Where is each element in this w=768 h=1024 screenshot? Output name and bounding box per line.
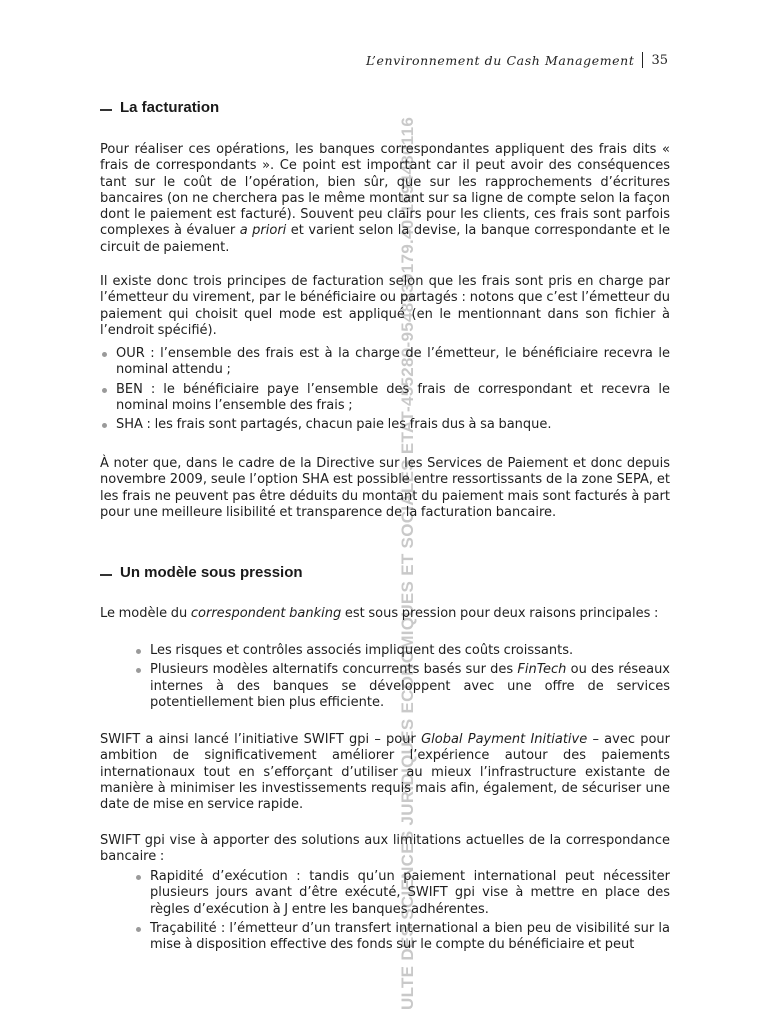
list-item-text: BEN : le bénéficiaire paye l’ensemble des frais de correspondant et recevra le nominal moins l’ensemble des frais ; — [116, 381, 670, 413]
list-item-text: SHA : les frais sont partagés, chacun paie les frais dus à sa banque. — [116, 417, 552, 433]
section-heading-facturation — [100, 99, 219, 116]
italic-run: FinTech — [517, 662, 567, 678]
section-heading-text: La facturation — [120, 99, 220, 116]
text-run: Pour réaliser ces opérations, les banques correspondantes appliquent des frais dits « frais de correspondants ». Ce point est important car il peut avoir des conséquences tant sur le coût de l’opération, bien sûr, que sur les rapprochements d’écritures bancaires (on ne cherchera pas le même montant sur sa ligne de compte selon la façon dont le paiement est facturé). Souvent peu clairs pour les clients, ces frais sont parfois complexes à évaluer — [100, 142, 670, 239]
text-run: – avec pour ambition de significativement améliorer l’expérience autour des paiements internationaux tout en s’efforçant d’utiliser au mieux l’infrastructure existante de manière à minimiser les investissements requis mais afin, également, de sécuriser une date de mise en service rapide. — [100, 732, 670, 813]
list-item-text: Rapidité d’exécution : tandis qu’un paiement international peut nécessiter plusieurs jours avant d’être exécuté, SWIFT gpi vise à mettre en place des règles d’exécution à J entre les banques adhérentes. — [150, 869, 670, 917]
billing-options-list — [100, 346, 670, 436]
list-item — [100, 417, 670, 433]
pressure-reasons-list — [134, 643, 670, 714]
list-item-text: ou des réseaux internes à des banques se développent avec une offre de services potentiellement bien plus efficiente. — [150, 662, 670, 710]
list-item — [134, 643, 670, 659]
text-run: et varient selon la devise, la banque correspondante et le circuit de paiement. — [100, 223, 670, 255]
text-run: Le modèle du — [100, 606, 191, 621]
heading-dash — [100, 109, 112, 111]
bullet-icon — [136, 927, 141, 932]
bullet-icon — [102, 388, 107, 393]
paragraph — [100, 606, 670, 622]
running-title: L’environnement du Cash Management — [366, 52, 635, 68]
list-item — [134, 662, 670, 711]
list-item-text: OUR : l’ensemble des frais est à la charge de l’émetteur, le bénéficiaire recevra le nominal attendu ; — [116, 346, 670, 378]
vertical-watermark: ULTE DES SCIENCES JURIDIQUES ECONOMIQUES ET SOCIALES ETAT-455289-9548839179.40:1594480116 — [398, 116, 417, 1010]
list-item — [134, 921, 670, 954]
italic-run: a priori — [239, 223, 287, 239]
paragraph: SWIFT gpi vise à apporter des solutions aux limitations actuelles de la correspondance bancaire : — [100, 833, 670, 865]
bullet-icon — [136, 649, 141, 654]
paragraph — [100, 732, 670, 813]
paragraph: Il existe donc trois principes de facturation selon que les frais sont pris en charge par l’émetteur du virement, par le bénéficiaire ou partagés : notons que c’est l’émetteur du paiement qui choisit quel mode est appliqué (en le mentionnant dans son fichier à l’endroit spécifié). — [100, 274, 670, 338]
section-heading-modele — [100, 564, 303, 581]
bullet-icon — [136, 875, 141, 880]
list-item-text: Les risques et contrôles associés impliquent des coûts croissants. — [150, 643, 574, 658]
bullet-icon — [102, 352, 107, 357]
text-run: est sous pression pour deux raisons principales : — [341, 606, 659, 621]
italic-run: Global Payment Initiative — [421, 732, 588, 747]
header-divider — [642, 52, 643, 68]
list-item-text: Plusieurs modèles alternatifs concurrents basés sur des — [150, 662, 518, 678]
page-number: 35 — [651, 52, 668, 68]
bullet-icon — [102, 423, 107, 428]
gpi-solutions-list — [134, 869, 670, 956]
text-run: SWIFT a ainsi lancé l’initiative SWIFT gpi – pour — [100, 732, 422, 747]
paragraph: À noter que, dans le cadre de la Directive sur les Services de Paiement et donc depuis novembre 2009, seule l’option SHA est possible entre ressortissants de la zone SEPA, et les frais ne peuvent pas être déduits du montant du paiement mais sont facturés à part pour une meilleure lisibilité et transparence de la facturation bancaire. — [100, 456, 670, 520]
bullet-icon — [136, 668, 141, 673]
paragraph — [100, 142, 670, 256]
list-item-text: Traçabilité : l’émetteur d’un transfert international a bien peu de visibilité sur la mise à disposition effective des fonds sur le compte du bénéficiaire et peut — [150, 920, 670, 953]
list-item — [100, 346, 670, 379]
section-heading-text: Un modèle sous pression — [120, 564, 303, 581]
italic-run: correspondent banking — [190, 606, 342, 621]
list-item — [100, 382, 670, 415]
heading-dash — [100, 574, 112, 576]
list-item — [134, 869, 670, 918]
